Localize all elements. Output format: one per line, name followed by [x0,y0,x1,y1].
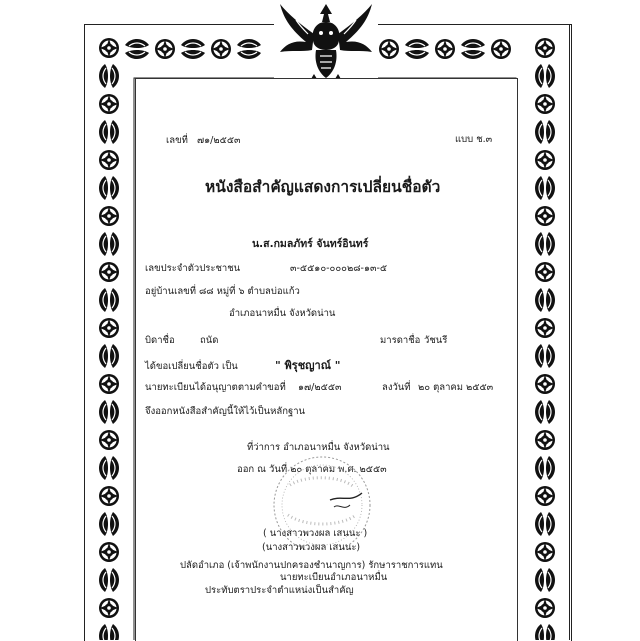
border-ornament [99,288,119,312]
date-label: ลงวันที่ [382,382,411,393]
border-ornament [535,288,555,312]
border-ornament [535,344,555,368]
stamp-note: ประทับตราประจำตำแหน่งเป็นสำคัญ [205,585,354,596]
border-ornament [99,262,119,282]
border-ornament [461,39,485,59]
border-ornament [99,568,119,592]
border-ornament [99,176,119,200]
border-ornament [99,94,119,114]
border-ornament [405,39,429,59]
border-ornament [535,262,555,282]
border-ornament [535,430,555,450]
border-ornament [491,39,511,59]
border-ornament [99,374,119,394]
border-ornament [535,94,555,114]
border-ornament [237,39,261,59]
border-ornament [535,486,555,506]
signer-name-primary: ( นางสาวพวงผล เสนนะ ) [263,528,368,539]
border-ornament [99,64,119,88]
border-ornament [99,430,119,450]
address-line-1: อยู่บ้านเลขที่ ๘๘ หมู่ที่ ๖ ตำบลบ่อแก้ว [145,286,300,297]
border-ornament [99,486,119,506]
border-ornament [125,39,149,59]
registrar-title: นายทะเบียนอำเภอนาหมื่น [280,572,388,583]
border-ornament [535,568,555,592]
change-label: ได้ขอเปลี่ยนชื่อตัว เป็น [145,361,238,372]
border-ornament [99,120,119,144]
border-ornament [535,400,555,424]
border-ornament [535,206,555,226]
border-ornament [535,120,555,144]
border-ornament [99,232,119,256]
holder-name: น.ส.กมลภัทร์ จันทร์อินทร์ [252,238,369,250]
border-ornament [535,64,555,88]
new-name: " พิรุชญาณ์ " [275,359,341,372]
border-ornament [535,318,555,338]
request-number: ๑๗/๒๕๕๓ [298,382,342,393]
border-ornament [211,39,231,59]
border-ornament [155,39,175,59]
mother-name: วัชนรี [424,335,448,346]
registrar-approval-text: นายทะเบียนได้อนุญาตตามคำขอที่ [145,382,286,393]
issuance-statement: จึงออกหนังสือสำคัญนี้ให้ไว้เป็นหลักฐาน [145,406,306,417]
signer-name-printed: (นางสาวพวงผล เสนนะ) [262,542,361,553]
father-name: ถนัด [200,335,219,346]
border-ornament [435,39,455,59]
border-ornament [99,624,119,640]
number-label: เลขที่ [166,135,188,146]
border-ornament [535,456,555,480]
document-title: หนังสือสำคัญแสดงการเปลี่ยนชื่อตัว [205,178,441,196]
certificate-number: ๗๑/๒๕๕๓ [197,135,241,146]
border-ornament [535,176,555,200]
border-ornament [99,598,119,618]
father-label: บิดาชื่อ [145,335,175,346]
border-ornament [99,542,119,562]
id-number: ๓-๕๕๑๐-๐๐๐๒๘-๑๓-๕ [290,263,388,274]
border-ornament [535,38,555,58]
signer-position: ปลัดอำเภอ (เจ้าพนักงานปกครองชำนาญการ) รักษาราชการแทน [180,560,443,571]
border-ornament [535,624,555,640]
border-ornament [99,318,119,338]
id-label: เลขประจำตัวประชาชน [145,263,241,274]
mother-label: มารดาชื่อ [380,335,421,346]
issue-date: ออก ณ วันที่ ๒๐ ตุลาคม พ.ศ. ๒๕๕๓ [237,464,387,475]
border-ornament [99,38,119,58]
border-ornament [535,374,555,394]
border-ornament [535,542,555,562]
address-line-2: อำเภอนาหมื่น จังหวัดน่าน [229,308,336,319]
approval-date: ๒๐ ตุลาคม ๒๕๕๓ [418,382,494,393]
border-ornament [535,150,555,170]
border-ornament [99,400,119,424]
border-ornament [99,456,119,480]
issuing-office: ที่ว่าการ อำเภอนาหมื่น จังหวัดน่าน [247,442,390,453]
border-ornament [535,232,555,256]
form-type-label: แบบ ช.๓ [455,134,493,145]
border-ornament [99,344,119,368]
border-ornament [181,39,205,59]
border-ornament [99,150,119,170]
border-ornament [99,206,119,226]
border-ornament [379,39,399,59]
border-ornament [535,512,555,536]
border-ornament [99,512,119,536]
border-ornament [535,598,555,618]
